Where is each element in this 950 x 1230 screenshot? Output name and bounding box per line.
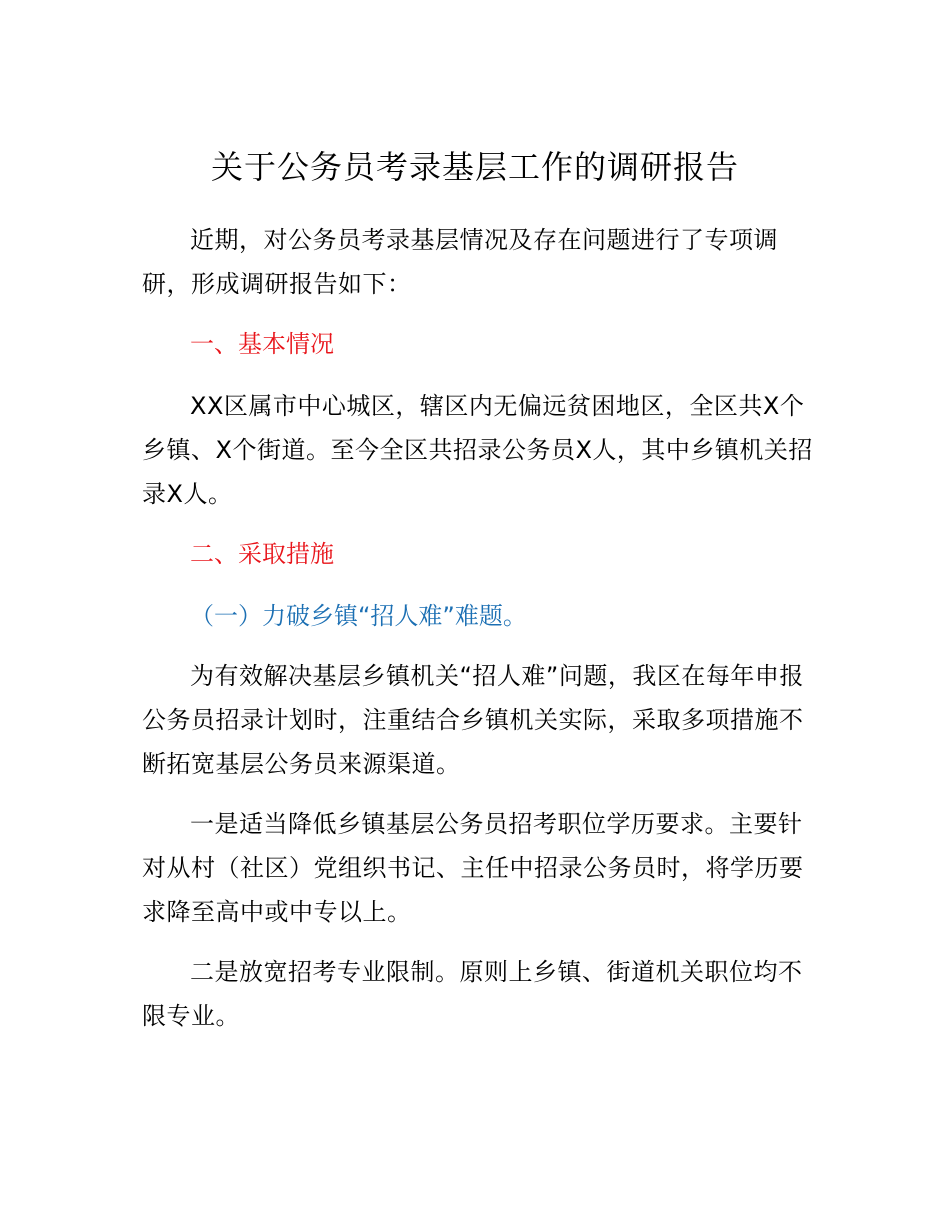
section-1-paragraph: XX区属市中心城区，辖区内无偏远贫困地区，全区共X个乡镇、X个街道。至今全区共招录公务员X人，其中乡镇机关招录X人。 — [142, 392, 813, 508]
section-2-subheading: （一）力破乡镇“招人难”难题。 — [190, 602, 527, 630]
document-title: 关于公务员考录基层工作的调研报告 — [210, 148, 739, 186]
section-2-paragraph-3: 二是放宽招考专业限制。原则上乡镇、街道机关职位均不限专业。 — [142, 958, 803, 1030]
section-2-paragraph-1: 为有效解决基层乡镇机关“招人难”问题，我区在每年申报公务员招录计划时，注重结合乡镇机关实际，采取多项措施不断拓宽基层公务员来源渠道。 — [142, 662, 804, 778]
intro-paragraph: 近期，对公务员考录基层情况及存在问题进行了专项调研，形成调研报告如下： — [142, 226, 778, 298]
section-2-paragraph-2: 一是适当降低乡镇基层公务员招考职位学历要求。主要针对从村（社区）党组织书记、主任中招录公务员时，将学历要求降至高中或中专以上。 — [142, 810, 804, 926]
section-2-heading: 二、采取措施 — [190, 540, 334, 568]
section-1-heading: 一、基本情况 — [190, 330, 334, 358]
